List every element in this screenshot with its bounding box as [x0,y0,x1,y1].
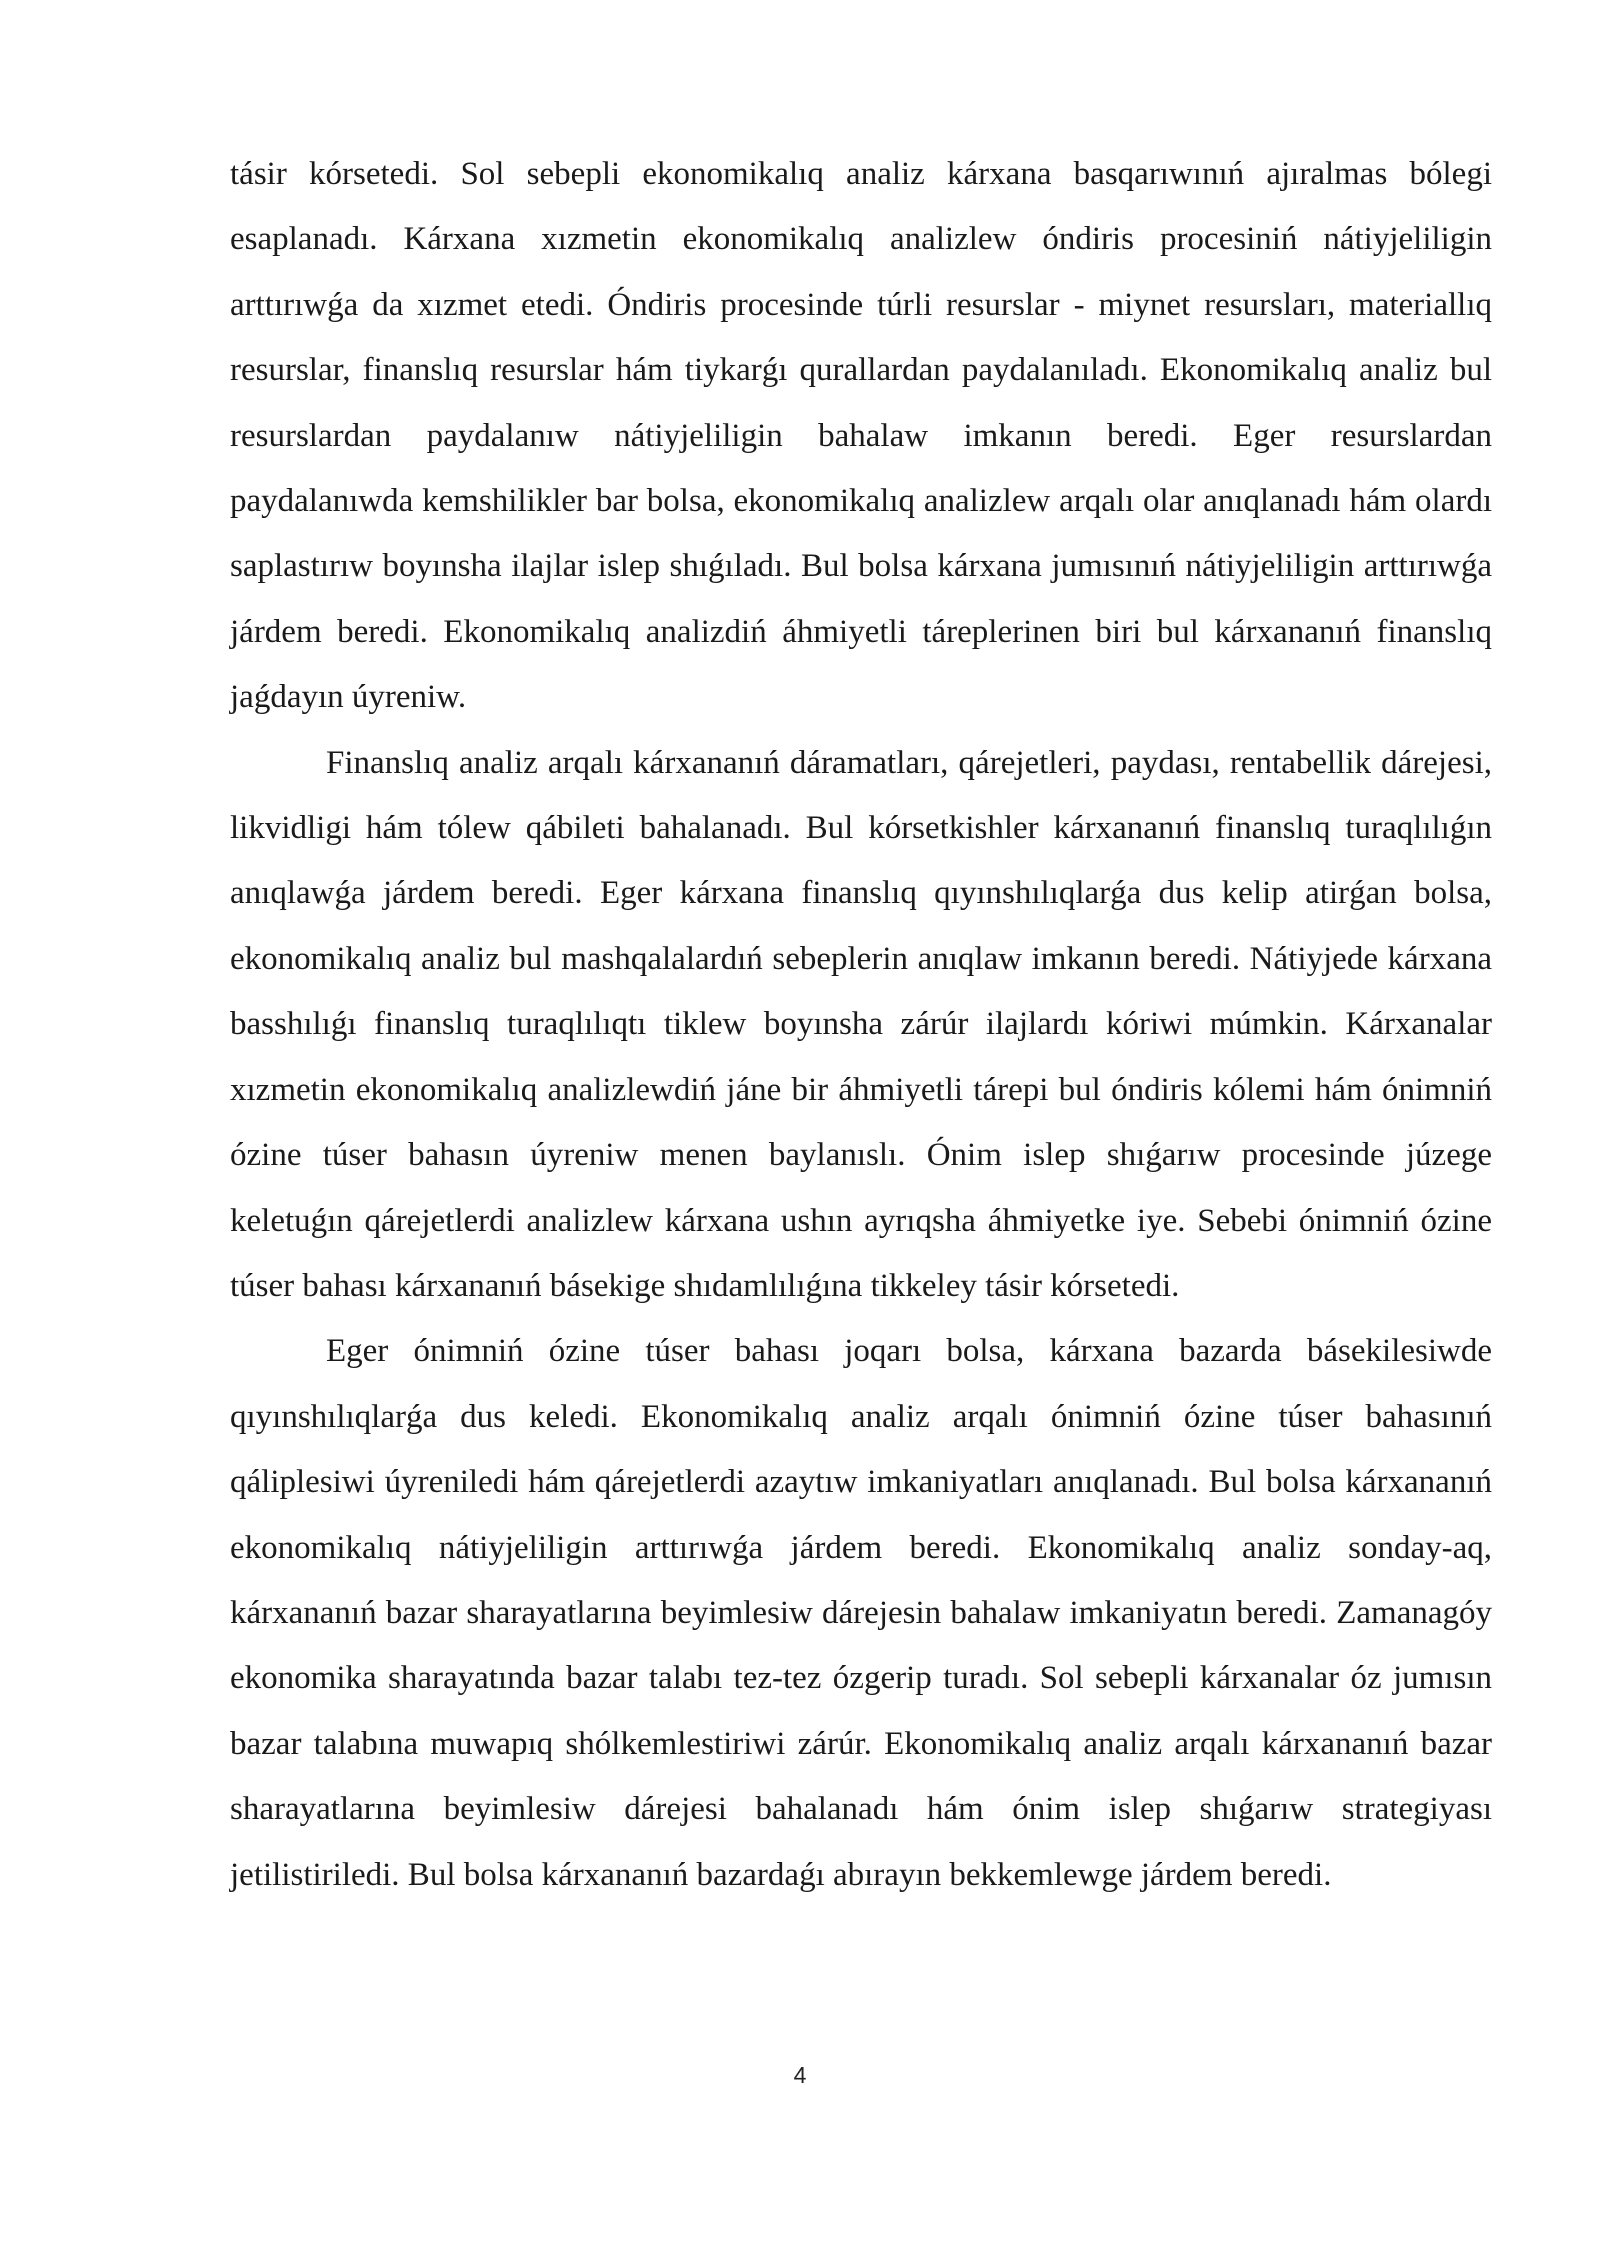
paragraph-3: Eger ónimniń ózine túser bahası joqarı bolsa, kárxana bazarda básekilesiwde qıyınshılıqlarǵa dus keledi. Ekonomikalıq analiz arqalı ónimniń ózine túser bahasınıń qáliplesiwi úyreniledi hám qárejetlerdi azaytıw imkaniyatları anıqlanadı. Bul bolsa kárxananıń ekonomikalıq nátiyjeliligin arttırıwǵa járdem beredi. Ekonomikalıq analiz sonday-aq, kárxananıń bazar sharayatlarına beyimlesiw dárejesin bahalaw imkaniyatın beredi. Zamanagóy ekonomika sharayatında bazar talabı tez-tez ózgerip turadı. Sol sebepli kárxanalar óz jumısın bazar talabına muwapıq shólkemlestiriwi zárúr. Ekonomikalıq analiz arqalı kárxananıń bazar sharayatlarına beyimlesiw dárejesi bahalanadı hám ónim islep shıǵarıw strategiyası jetilistiriledi. Bul bolsa kárxananıń bazardaǵı abırayın bekkemlewge járdem beredi. [230,1333,1492,1893]
page-number: 4 [793,2062,807,2088]
body-text [230,142,1492,1908]
paragraph-1: tásir kórsetedi. Sol sebepli ekonomikalıq analiz kárxana basqarıwınıń ajıralmas bólegi esaplanadı. Kárxana xızmetin ekonomikalıq analizlew óndiris procesiniń nátiyjeliligin arttırıwǵa da xızmet etedi. Óndiris procesinde túrli resurslar - miynet resursları, materiallıq resurslar, finanslıq resurslar hám tiykarǵı qurallardan paydalanıladı. Ekonomikalıq analiz bul resurslardan paydalanıw nátiyjeliligin bahalaw imkanın beredi. Eger resurslardan paydalanıwda kemshilikler bar bolsa, ekonomikalıq analizlew arqalı olar anıqlanadı hám olardı saplastırıw boyınsha ilajlar islep shıǵıladı. Bul bolsa kárxana jumısınıń nátiyjeliligin arttırıwǵa járdem beredi. Ekonomikalıq analizdiń áhmiyetli táreplerinen biri bul kárxananıń finanslıq jaǵdayın úyreniw. [230,156,1492,716]
paragraph-2: Finanslıq analiz arqalı kárxananıń dáramatları, qárejetleri, paydası, rentabellik dárejesi, likvidligi hám tólew qábileti bahalanadı. Bul kórsetkishler kárxananıń finanslıq turaqlılıǵın anıqlawǵa járdem beredi. Eger kárxana finanslıq qıyınshılıqlarǵa dus kelip atirǵan bolsa, ekonomikalıq analiz bul mashqalalardıń sebeplerin anıqlaw imkanın beredi. Nátiyjede kárxana basshılıǵı finanslıq turaqlılıqtı tiklew boyınsha zárúr ilajlardı kóriwi múmkin. Kárxanalar xızmetin ekonomikalıq analizlewdiń jáne bir áhmiyetli tárepi bul óndiris kólemi hám ónimniń ózine túser bahasın úyreniw menen baylanıslı. Ónim islep shıǵarıw procesinde júzege keletuǵın qárejetlerdi analizlew kárxana ushın ayrıqsha áhmiyetke iye. Sebebi ónimniń ózine túser bahası kárxananıń básekige shıdamlılıǵına tikkeley tásir kórsetedi. [230,744,1492,1304]
